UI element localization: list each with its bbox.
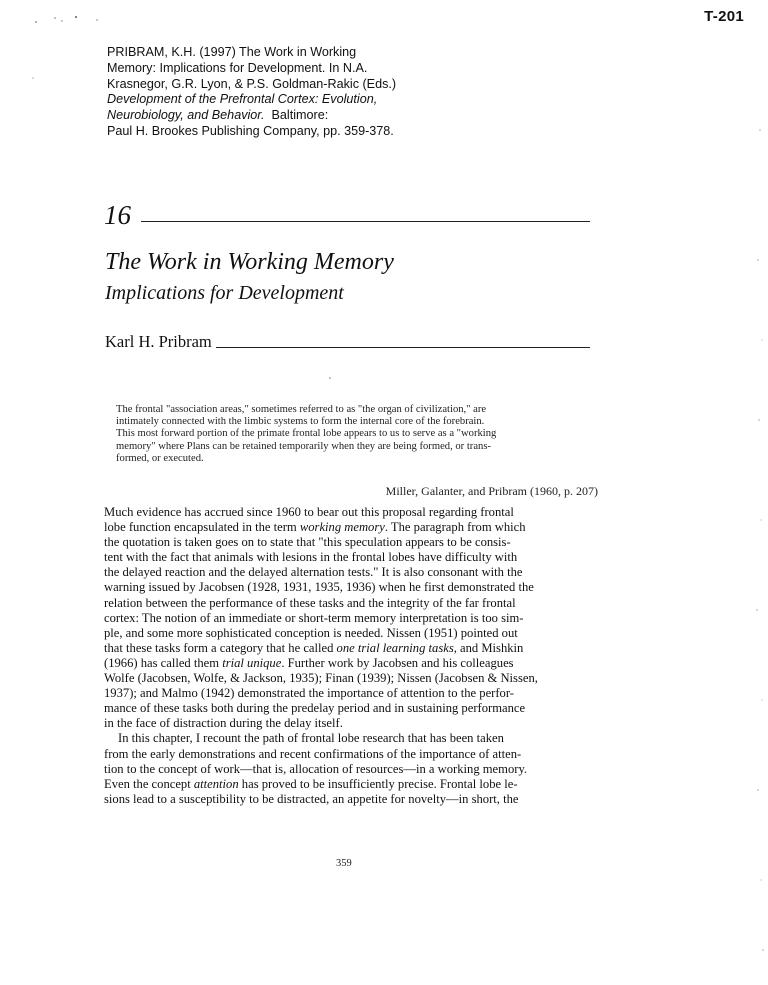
body-line: tent with the fact that animals with lesions in the frontal lobes have difficulty with [104,550,518,565]
chapter-number: 16 [104,200,131,230]
epigraph-line: The frontal "association areas," sometimes referred to as "the organ of civilization," are [116,404,487,415]
body-line: in the face of distraction during the delay itself. [104,716,343,731]
emphasis-term: working memory [299,520,385,535]
chapter-number-row [104,196,590,230]
citation-line: PRIBRAM, K.H. (1997) The Work in Working [107,45,357,59]
body-line: warning issued by Jacobsen (1928, 1931, 1935, 1936) when he first demonstrated the [104,580,534,595]
body-line: from the early demonstrations and recent confirmations of the importance of atten- [104,746,522,761]
text-run: . Further work by Jacobsen and his colleagues [281,655,514,670]
body-line: mance of these tasks both during the predelay period and in sustaining performance [104,701,526,716]
citation-line: Memory: Implications for Development. In N.A. [107,60,368,75]
text-run: , and Mishkin [453,640,524,655]
body-line: Wolfe (Jacobsen, Wolfe, & Jackson, 1935); Finan (1939); Nissen (Jacobsen & Nissen, [104,671,538,686]
body-line [104,656,599,671]
citation-line: Development of the Prefrontal Cortex: Evolution, [107,92,378,107]
body-line: the delayed reaction and the delayed alternation tests." It is also consonant with the [104,565,523,580]
text-run: (1966) has called them [104,655,223,670]
body-line: sions lead to a susceptibility to be distracted, an appetite for novelty—in short, the [104,791,519,806]
text-run: Even the concept [104,776,194,791]
author-name: Karl H. Pribram [105,332,212,351]
body-line: Much evidence has accrued since 1960 to bear out this proposal regarding frontal [104,505,514,519]
emphasis-term: one trial learning tasks [336,640,454,655]
text-run: that these tasks form a category that he called [104,640,337,655]
text-run: lobe function encapsulated in the term [104,520,300,535]
chapter-title: The Work in Working Memory [105,249,394,275]
citation-series-title: Neurobiology, and Behavior. [107,108,265,123]
citation-line [107,108,467,124]
body-line [104,777,599,792]
epigraph-line: intimately connected with the limbic systems to form the internal core of the forebrain. [116,416,485,428]
body-line: 1937); and Malmo (1942) demonstrated the importance of attention to the perfor- [104,686,514,701]
body-line: tion to the concept of work—that is, allocation of resources—in a working memory. [104,761,528,776]
body-line: the quotation is taken goes on to state that "this speculation appears to be consis- [104,535,511,550]
citation-line: Paul H. Brookes Publishing Company, pp. 359-378. [107,123,394,138]
body-line: ple, and some more sophisticated conception is needed. Nissen (1951) pointed out [104,625,518,640]
body-line [104,520,599,535]
body-line [104,641,599,656]
emphasis-term: trial unique [222,655,282,670]
epigraph-line: memory" where Plans can be retained temporarily when they are being formed, or trans- [116,440,491,452]
body-text [104,505,599,807]
body-line: In this chapter, I recount the path of frontal lobe research that has been taken [118,731,504,746]
document-id: T-201 [704,8,744,25]
body-line: cortex: The notion of an immediate or short-term memory interpretation is too sim- [104,610,524,625]
body-line: relation between the performance of these tasks and the integrity of the far frontal [104,595,516,610]
author-row [105,328,590,352]
citation-line: Krasnegor, G.R. Lyon, & P.S. Goldman-Rakic (Eds.) [107,76,397,91]
text-run: . The paragraph from which [384,520,526,535]
epigraph-attribution: Miller, Galanter, and Pribram (1960, p. 207) [385,484,598,498]
chapter-subtitle: Implications for Development [105,282,344,304]
chapter-rule [141,221,590,222]
emphasis-term: attention [193,776,239,791]
author-rule [216,347,590,348]
epigraph-line: formed, or executed. [116,452,204,464]
page-number: 359 [336,858,352,869]
citation-block [107,45,467,140]
citation-publisher-city: Baltimore: [271,108,329,123]
epigraph-line: This most forward portion of the primate frontal lobe appears to us to serve as a "working [116,428,497,440]
text-run: has proved to be insufficiently precise. Frontal lobe le- [238,776,518,791]
epigraph [116,404,594,465]
